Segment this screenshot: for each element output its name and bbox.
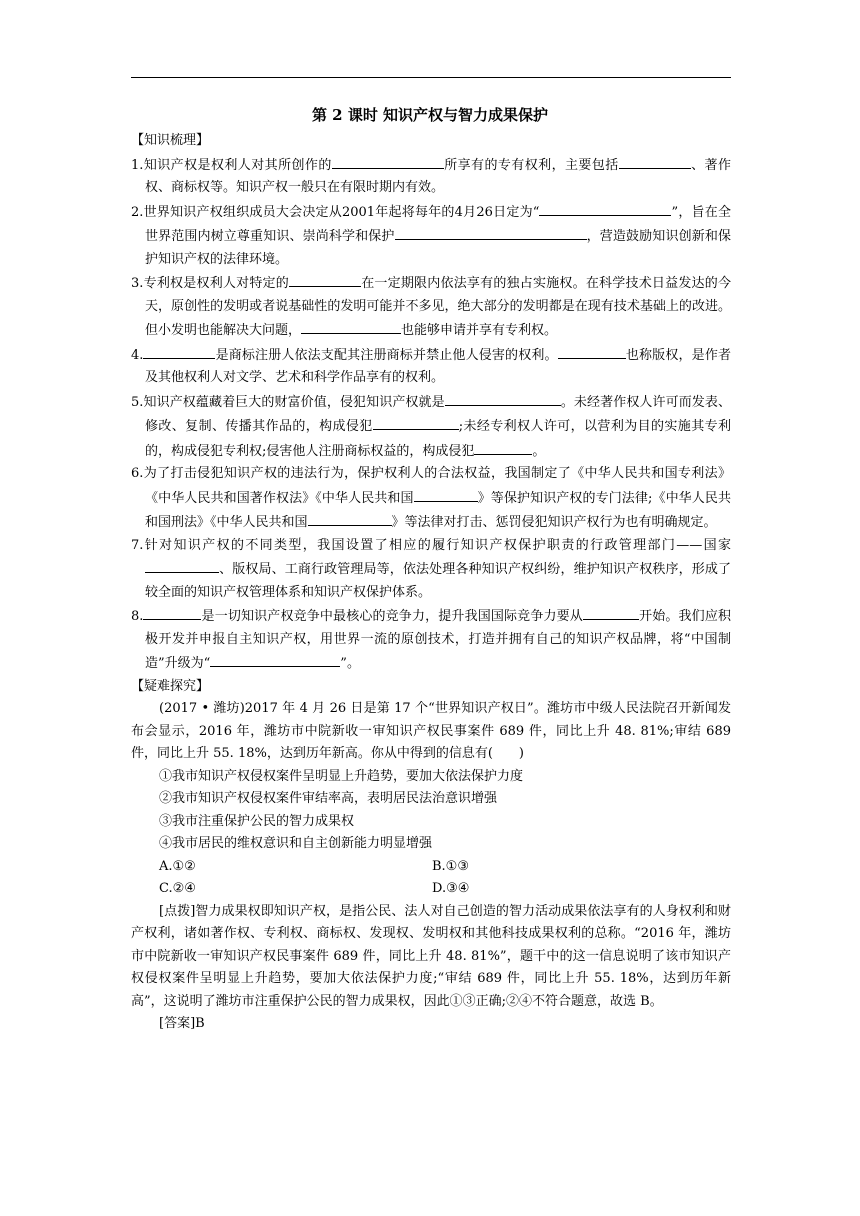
statement: ①我市知识产权侵权案件呈明显上升趋势，要加大依法保护力度 — [159, 768, 524, 784]
option-row — [131, 856, 731, 879]
blank[interactable] — [143, 604, 201, 620]
blank[interactable] — [301, 318, 401, 334]
option-d[interactable]: D.③④ — [432, 881, 470, 896]
list-item: 2.世界知识产权组织成员大会决定从2001年起将每年的4月26日定为“ ”，旨在全世界范围内树立尊重知识、崇尚科学和保护 ，营造鼓励知识创新和保护知识产权的法律环境。 — [131, 200, 731, 272]
statement: ②我市知识产权侵权案件审结率高，表明居民法治意识增强 — [159, 791, 498, 806]
blank[interactable] — [539, 200, 671, 216]
option-a[interactable]: A.①② — [159, 858, 196, 874]
list-item: 8. 是一切知识产权竞争中最核心的竞争力，提升我国国际竞争力要从 开始。我们应积极开发并申报自主知识产权，用世界一流的原创技术，打造并拥有自己的知识产权品牌，将“中国制造”升级为“ ”。 — [131, 604, 731, 676]
blank[interactable] — [308, 510, 392, 526]
analysis-text: [点拨]智力成果权即知识产权，是指公民、法人对自己创造的智力活动成果依法享有的人身权利和财产权利，诸如著作权、专利权、商标权、发现权、发明权和其他科技成果权利的总称。“2016 年，潍坊市中院新收一审知识产权民事案件 689 件，同比上升 48. 81%”，题干中的这一信息说明了该市知识产权侵权案件呈明显上升趋势，要加大依法保护力度;“审结 689 件，同比上升 55. 18%，达到历年新高”，这说明了潍坊市注重保护公民的智力成果权，因此①③正确;②④不符合题意，故选 B。 — [131, 903, 731, 1009]
blank[interactable] — [332, 153, 444, 169]
statement: ④我市居民的维权意识和自主创新能力明显增强 — [159, 836, 433, 851]
blank[interactable] — [414, 486, 478, 502]
section-heading-knowledge: 【知识梳理】 — [131, 133, 210, 148]
list-item: 1.知识产权是权利人对其所创作的 所享有的专有权利，主要包括 、著作权、商标权等。知识产权一般只在有限时期内有效。 — [131, 153, 731, 200]
list-item: 6.为了打击侵犯知识产权的违法行为，保护权利人的合法权益，我国制定了《中华人民共和国专利法》《中华人民共和国著作权法》《中华人民共和国 》等保护知识产权的专门法律;《中华人民共和国刑法》《中华人民共和国 》等法律对打击、惩罚侵犯知识产权行为也有明确规定。 — [131, 466, 731, 530]
blank[interactable] — [583, 604, 639, 620]
blank[interactable] — [558, 343, 626, 359]
page-title: 第 2 课时 知识产权与智力成果保护 — [311, 106, 549, 124]
blank[interactable] — [373, 414, 459, 430]
option-c[interactable]: C.②④ — [159, 881, 196, 896]
option-row — [131, 878, 731, 901]
blank[interactable] — [143, 343, 215, 359]
header-rule — [131, 77, 731, 78]
list-item: 3.专利权是权利人对特定的 在一定期限内依法享有的独占实施权。在科学技术日益发达的今天，原创性的发明或者说基础性的发明可能并不多见，绝大部分的发明都是在现有技术基础上的改进。但小发明也能解决大问题， 也能够申请并享有专利权。 — [131, 271, 731, 343]
blank[interactable] — [289, 271, 361, 287]
list-item: 7.针对知识产权的不同类型，我国设置了相应的履行知识产权保护职责的行政管理部门——国家、版权局、工商行政管理局等，依法处理各种知识产权纠纷，维护知识产权秩序，形成了较全面的知识产权管理体系和知识产权保护体系。 — [131, 537, 731, 600]
list-item: 4. 是商标注册人依法支配其注册商标并禁止他人侵害的权利。 也称版权，是作者及其他权利人对文学、艺术和科学作品享有的权利。 — [131, 343, 731, 390]
question-stem: (2017 • 潍坊)2017 年 4 月 26 日是第 17 个“世界知识产权日”。潍坊市中级人民法院召开新闻发布会显示，2016 年，潍坊市中院新收一审知识产权民事案件 689 件，同比上升 48. 81%;审结 689 件，同比上升 55. 18%，达到历年新高。你从中得到的信息有( ) — [131, 701, 731, 761]
list-item: 5.知识产权蕴藏着巨大的财富价值，侵犯知识产权就是 。未经著作权人许可而发表、修改、复制、传播其作品的，构成侵犯 ;未经专利权人许可，以营利为目的实施其专利的，构成侵犯专利权;侵害他人注册商标权益的，构成侵犯 。 — [131, 390, 731, 464]
blank[interactable] — [619, 153, 691, 169]
blank[interactable] — [395, 224, 587, 240]
blank[interactable] — [445, 390, 561, 406]
blank[interactable] — [145, 557, 219, 573]
blank[interactable] — [210, 651, 340, 667]
answer-text: [答案]B — [159, 1016, 205, 1031]
section-heading-exploration: 【疑难探究】 — [131, 678, 210, 694]
document-body — [131, 130, 731, 1036]
option-b[interactable]: B.①③ — [432, 858, 469, 874]
blank[interactable] — [474, 439, 532, 455]
statement: ③我市注重保护公民的智力成果权 — [159, 813, 355, 829]
